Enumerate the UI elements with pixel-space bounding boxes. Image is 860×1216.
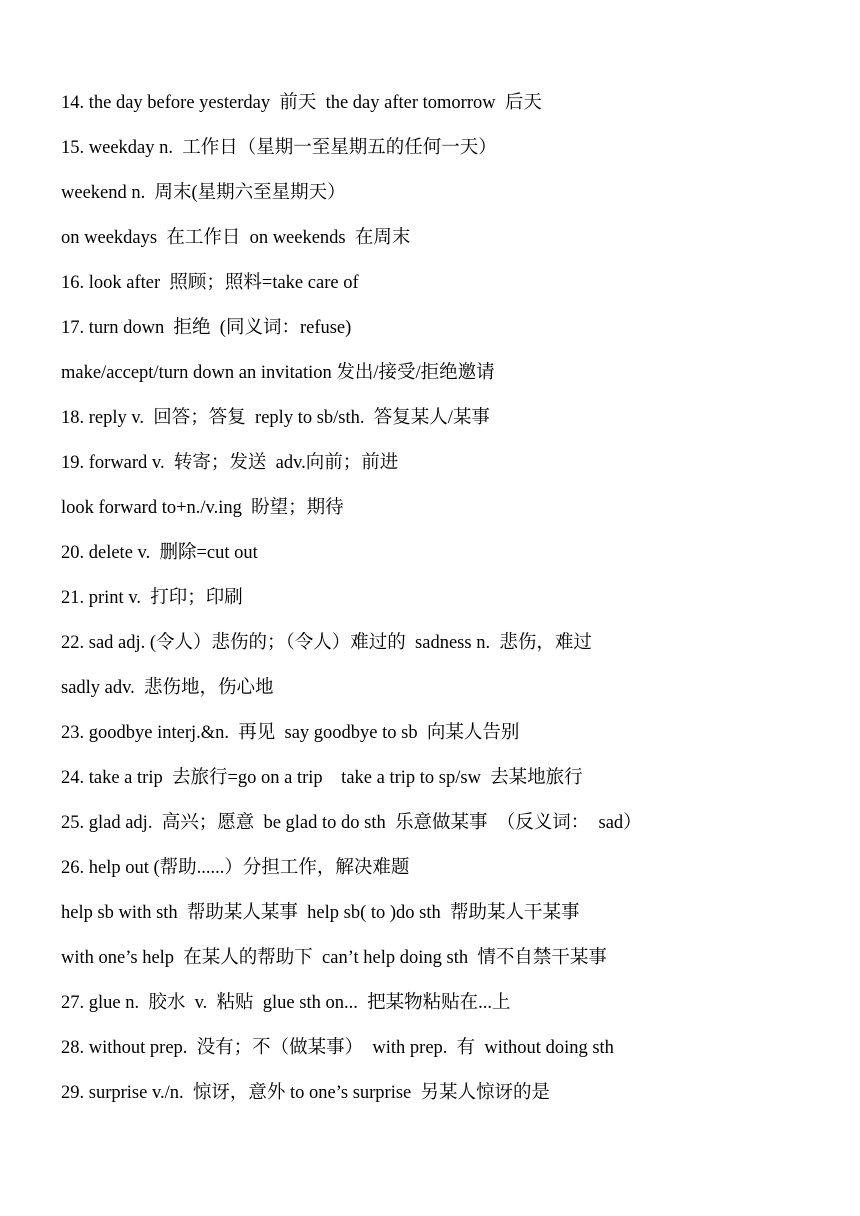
vocab-line: make/accept/turn down an invitation 发出/接受/拒绝邀请 [61,363,495,383]
vocab-line: 22. sad adj. (令人）悲伤的；（令人）难过的 sadness n. 悲伤，难过 [61,633,592,653]
vocab-line: 23. goodbye interj.&n. 再见 say goodbye to sb 向某人告别 [61,723,520,743]
vocab-line: help sb with sth 帮助某人某事 help sb( to )do sth 帮助某人干某事 [61,903,580,923]
vocab-line: with one’s help 在某人的帮助下 can’t help doing sth 情不自禁干某事 [61,948,607,968]
vocab-line: 21. print v. 打印；印刷 [61,588,243,608]
vocab-line: 20. delete v. 删除=cut out [61,543,258,563]
vocab-line: on weekdays 在工作日 on weekends 在周末 [61,228,411,248]
vocab-line: 14. the day before yesterday 前天 the day after tomorrow 后天 [61,93,542,113]
vocab-line: 26. help out (帮助......）分担工作，解决难题 [61,858,410,878]
vocab-line: 24. take a trip 去旅行=go on a trip take a trip to sp/sw 去某地旅行 [61,768,583,788]
vocab-line: 29. surprise v./n. 惊讶，意外 to one’s surprise 另某人惊讶的是 [61,1083,551,1103]
vocab-line: 27. glue n. 胶水 v. 粘贴 glue sth on... 把某物粘贴在...上 [61,993,511,1013]
vocab-line: 16. look after 照顾；照料=take care of [61,273,359,293]
vocab-line: 18. reply v. 回答；答复 reply to sb/sth. 答复某人/某事 [61,408,490,428]
vocab-line: 19. forward v. 转寄；发送 adv.向前；前进 [61,453,399,473]
vocab-line: look forward to+n./v.ing 盼望；期待 [61,498,344,518]
vocabulary-list [61,89,841,1124]
vocab-line: weekend n. 周末(星期六至星期天） [61,183,346,203]
vocab-line: 28. without prep. 没有；不（做某事） with prep. 有 without doing sth [61,1038,614,1058]
vocab-line: sadly adv. 悲伤地，伤心地 [61,678,274,698]
vocab-line: 25. glad adj. 高兴；愿意 be glad to do sth 乐意做某事 （反义词： sad） [61,813,642,833]
vocab-line: 15. weekday n. 工作日（星期一至星期五的任何一天） [61,138,497,158]
vocab-line: 17. turn down 拒绝 (同义词：refuse) [61,318,352,338]
